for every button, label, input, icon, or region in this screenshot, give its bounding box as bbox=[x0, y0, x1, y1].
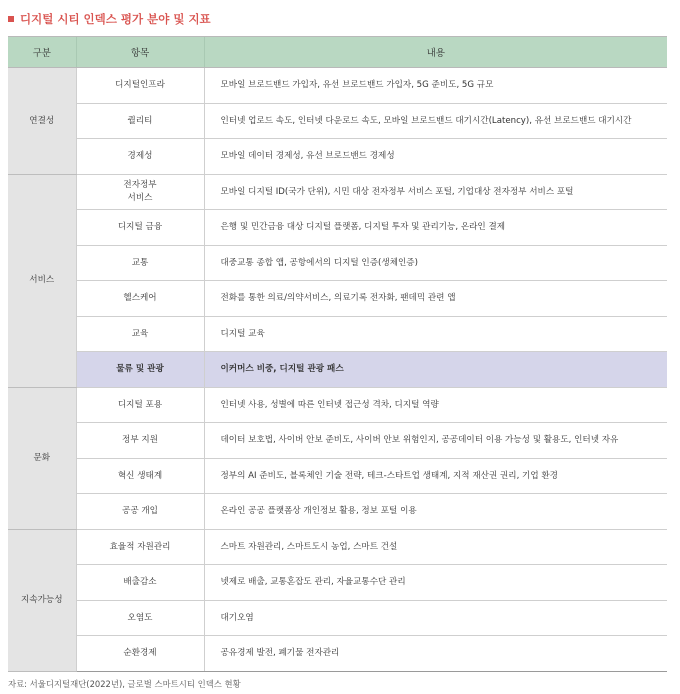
content-cell: 온라인 공공 플랫폼상 개인정보 활용, 정보 포털 이용 bbox=[204, 494, 667, 530]
content-cell: 이커머스 비중, 디지털 관광 패스 bbox=[204, 352, 667, 388]
item-cell: 순환경제 bbox=[76, 636, 204, 672]
header-category: 구분 bbox=[8, 37, 76, 68]
item-cell: 헬스케어 bbox=[76, 281, 204, 317]
item-cell: 교통 bbox=[76, 245, 204, 281]
content-cell: 공유경제 발전, 폐기물 전자관리 bbox=[204, 636, 667, 672]
table-row bbox=[8, 245, 667, 281]
category-cell: 지속가능성 bbox=[8, 529, 76, 671]
item-line: 전자정부 bbox=[123, 180, 157, 191]
index-table bbox=[8, 36, 667, 672]
category-cell: 문화 bbox=[8, 387, 76, 529]
table-row bbox=[8, 210, 667, 246]
item-cell: 물류 및 관광 bbox=[76, 352, 204, 388]
table-row bbox=[8, 387, 667, 423]
content-cell: 전화를 통한 의료/의약서비스, 의료기록 전자화, 팬데믹 관련 앱 bbox=[204, 281, 667, 317]
title-bullet-icon bbox=[8, 16, 14, 22]
table-title bbox=[8, 10, 211, 28]
item-cell: 디지털 금융 bbox=[76, 210, 204, 246]
table-header-row bbox=[8, 37, 667, 68]
content-cell: 데이터 보호법, 사이버 안보 준비도, 사이버 안보 위험인지, 공공데이터 이용 가능성 및 활용도, 인터넷 자유 bbox=[204, 423, 667, 459]
header-content: 내용 bbox=[204, 37, 667, 68]
table-row-highlighted bbox=[8, 352, 667, 388]
content-cell: 대기오염 bbox=[204, 600, 667, 636]
item-cell: 퀄리티 bbox=[76, 103, 204, 139]
table-row bbox=[8, 103, 667, 139]
item-cell: 오염도 bbox=[76, 600, 204, 636]
table-row bbox=[8, 494, 667, 530]
table-row bbox=[8, 316, 667, 352]
table-row bbox=[8, 636, 667, 672]
item-cell: 공공 개입 bbox=[76, 494, 204, 530]
content-cell: 모바일 브로드밴드 가입자, 유선 브로드밴드 가입자, 5G 준비도, 5G 규모 bbox=[204, 68, 667, 104]
table-title-text: 디지털 시티 인덱스 평가 분야 및 지표 bbox=[20, 12, 211, 26]
item-cell: 혁신 생태계 bbox=[76, 458, 204, 494]
content-cell: 디지털 교육 bbox=[204, 316, 667, 352]
table-row bbox=[8, 139, 667, 175]
item-cell: 효율적 자원관리 bbox=[76, 529, 204, 565]
content-cell: 인터넷 업로드 속도, 인터넷 다운로드 속도, 모바일 브로드밴드 대기시간(Latency), 유선 브로드밴드 대기시간 bbox=[204, 103, 667, 139]
content-cell: 은행 및 민간금융 대상 디지털 플랫폼, 디지털 투자 및 관리기능, 온라인 결제 bbox=[204, 210, 667, 246]
table-row bbox=[8, 174, 667, 210]
content-cell: 인터넷 사용, 성별에 따른 인터넷 접근성 격차, 디지털 역량 bbox=[204, 387, 667, 423]
item-cell: 경제성 bbox=[76, 139, 204, 175]
table-row bbox=[8, 281, 667, 317]
content-cell: 대중교통 종합 앱, 공항에서의 디지털 인증(생체인증) bbox=[204, 245, 667, 281]
category-cell: 서비스 bbox=[8, 174, 76, 387]
content-cell: 스마트 자원관리, 스마트도시 농업, 스마트 건설 bbox=[204, 529, 667, 565]
table-row bbox=[8, 529, 667, 565]
item-cell: 배출감소 bbox=[76, 565, 204, 601]
content-cell: 넷제로 배출, 교통혼잡도 관리, 자율교통수단 관리 bbox=[204, 565, 667, 601]
content-cell: 모바일 데이터 경제성, 유선 브로드밴드 경제성 bbox=[204, 139, 667, 175]
table-row bbox=[8, 565, 667, 601]
table-row bbox=[8, 458, 667, 494]
table-row bbox=[8, 68, 667, 104]
item-cell bbox=[76, 174, 204, 210]
item-line: 서비스 bbox=[127, 192, 153, 203]
item-cell: 디지털인프라 bbox=[76, 68, 204, 104]
item-cell: 교육 bbox=[76, 316, 204, 352]
source-note: 자료: 서울디지털재단(2022년), 글로벌 스마트시티 인덱스 현황 bbox=[8, 679, 241, 689]
table-row bbox=[8, 423, 667, 459]
item-cell: 디지털 포용 bbox=[76, 387, 204, 423]
header-item: 항목 bbox=[76, 37, 204, 68]
item-cell: 정부 지원 bbox=[76, 423, 204, 459]
table-row bbox=[8, 600, 667, 636]
content-cell: 모바일 디지털 ID(국가 단위), 시민 대상 전자정부 서비스 포털, 기업대상 전자정부 서비스 포털 bbox=[204, 174, 667, 210]
content-cell: 정부의 AI 준비도, 블록체인 기술 전략, 테크-스타트업 생태계, 지적 재산권 권리, 기업 환경 bbox=[204, 458, 667, 494]
category-cell: 연결성 bbox=[8, 68, 76, 175]
